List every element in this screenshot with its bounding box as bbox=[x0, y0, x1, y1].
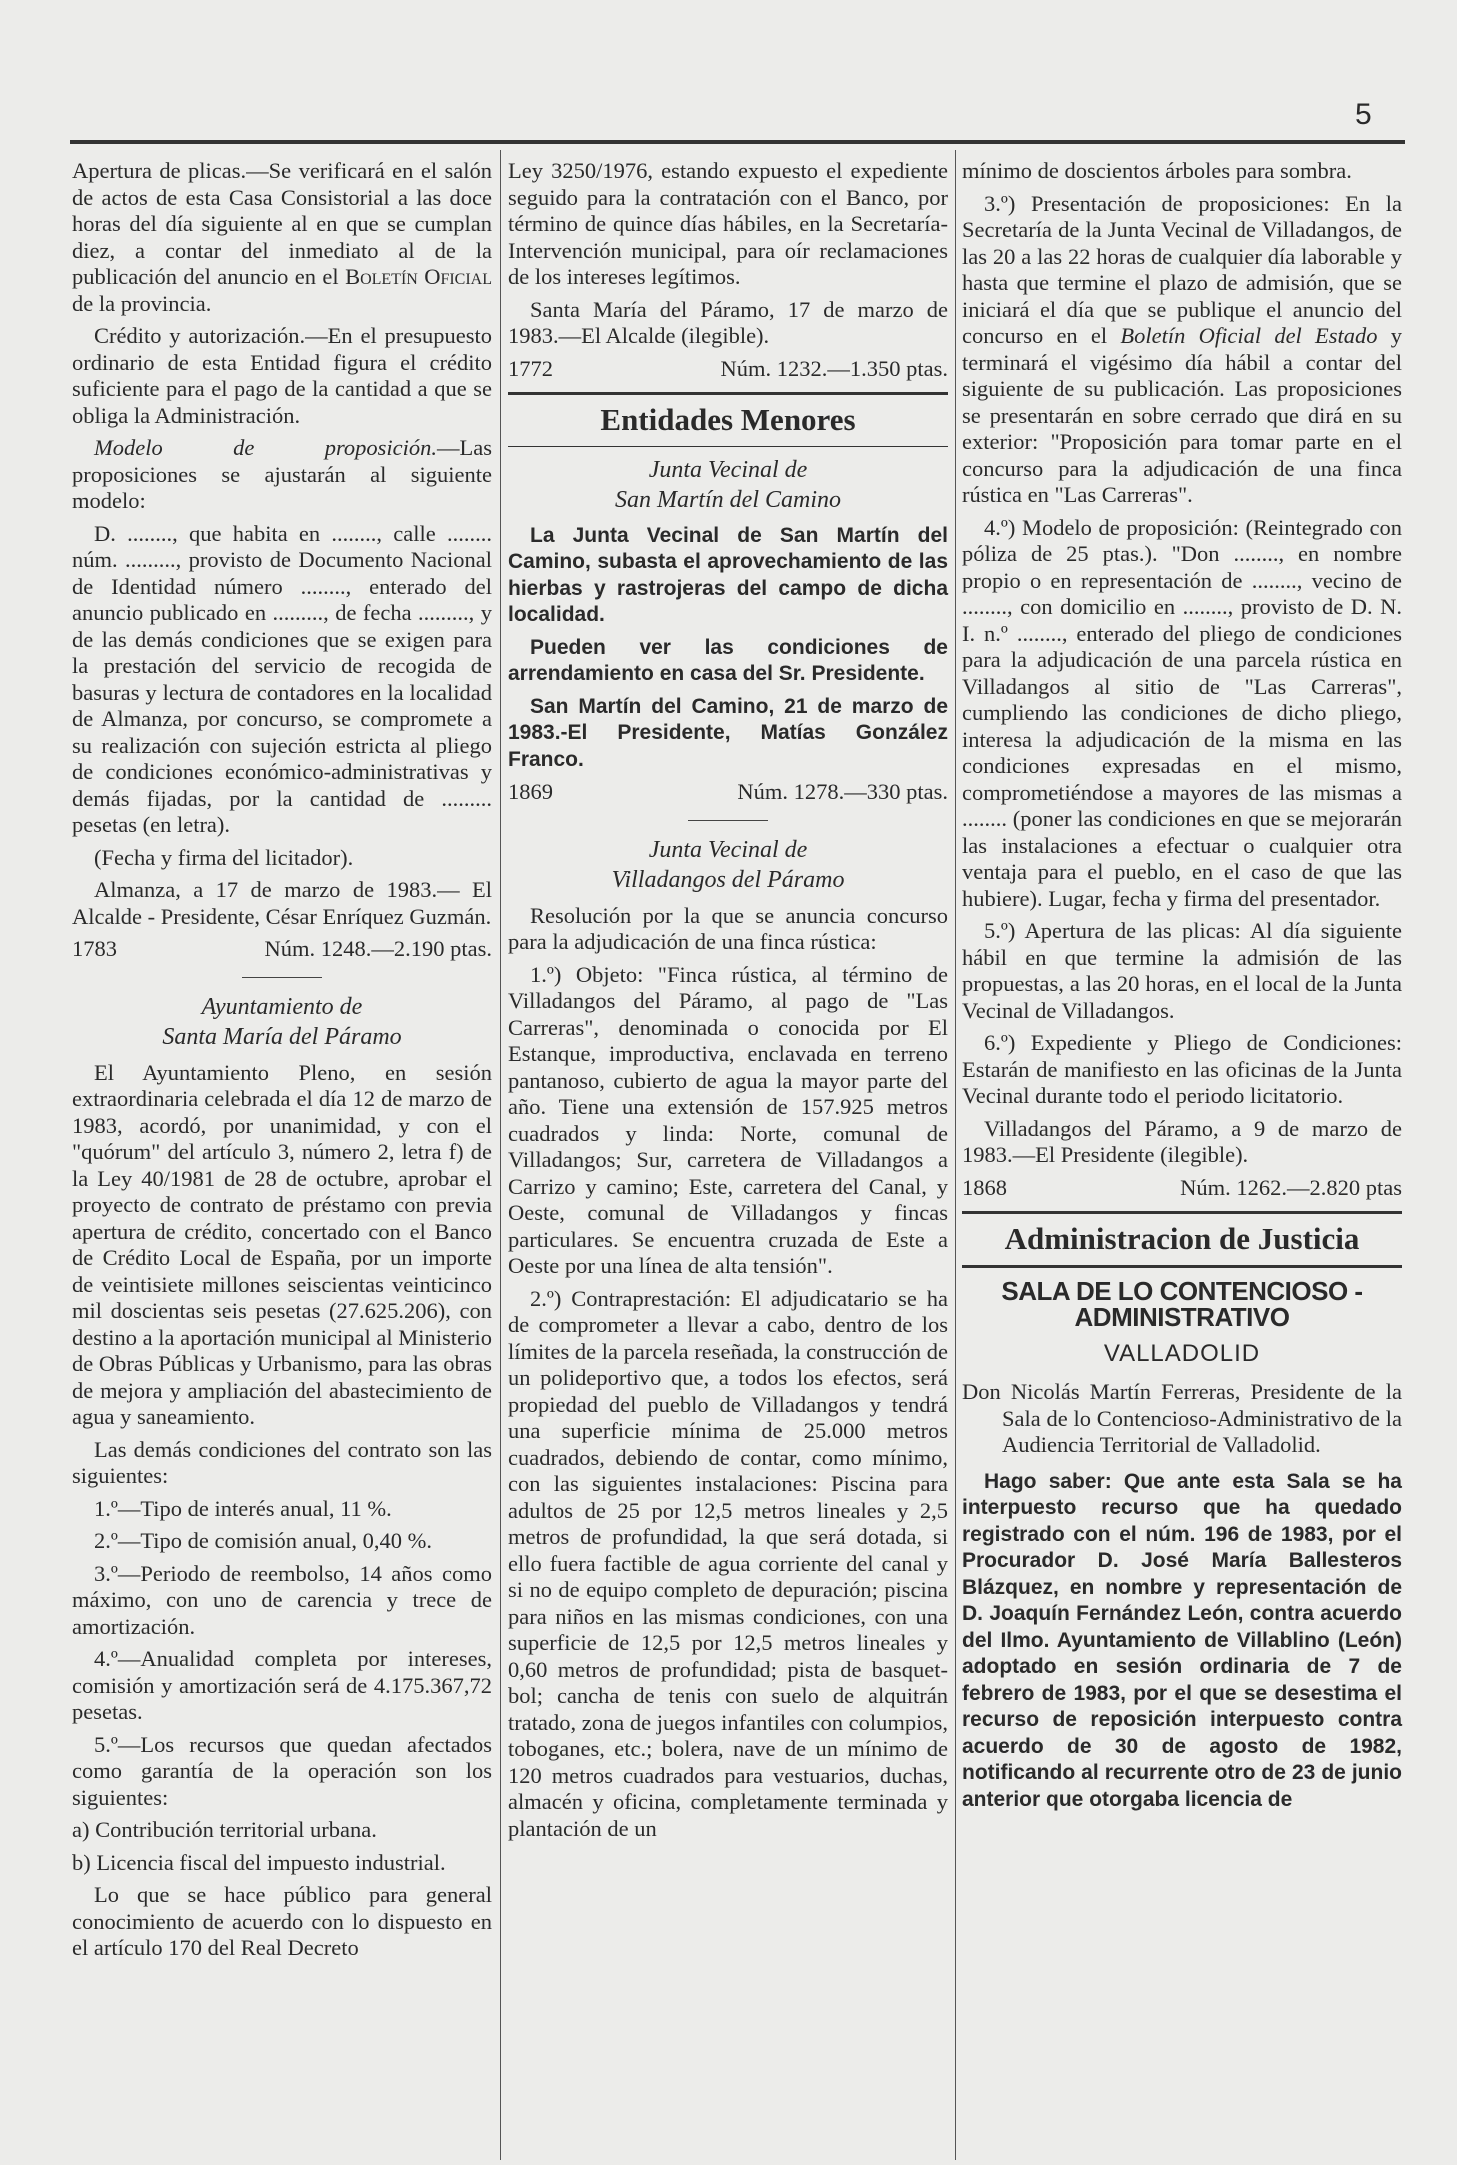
separator bbox=[242, 977, 322, 978]
paragraph: Modelo de proposición.—Las proposiciones se ajustarán al siguiente modelo: bbox=[72, 435, 492, 513]
list-item: 5.º—Los recursos que quedan afectados como garantía de la operación son los siguientes: bbox=[72, 1731, 492, 1810]
reference-line: 1868 Núm. 1262.—2.820 ptas bbox=[962, 1174, 1402, 1200]
column-divider-2 bbox=[955, 150, 956, 2160]
section-rule bbox=[508, 392, 948, 395]
section-rule bbox=[962, 1211, 1402, 1214]
paragraph: Don Nicolás Martín Ferreras, Presidente de la Sala de lo Contencioso-Administrativo de la Audiencia Territorial de Valladolid. bbox=[962, 1379, 1402, 1457]
section-title: Entidades Menores bbox=[600, 402, 856, 437]
paragraph: D. ........, que habita en ........, calle ........ núm. ........., provisto de Documento Nacional de Identidad número ........, enterado del anuncio publicado en ........., de fecha ........., y de las demás condiciones que se exigen para la prestación del servicio de recogida de basuras y lectura de contadores en la localidad de Almanza, por concurso, se compromete a su realización con sujeción estricta al pliego de condiciones económico-administrativas y demás fijadas, por la cantidad de ......... pesetas (en letra). bbox=[72, 520, 492, 837]
paragraph: La Junta Vecinal de San Martín del Camino, subasta el aprovechamiento de las hierbas y rastrojeras del campo de dicha localidad. bbox=[508, 523, 948, 626]
paragraph: Villadangos del Páramo, a 9 de marzo de 1983.—El Presidente (ilegible). bbox=[962, 1115, 1402, 1167]
paragraph: Resolución por la que se anuncia concurso para la adjudicación de una finca rústica: bbox=[508, 902, 948, 954]
paragraph: Santa María del Páramo, 17 de marzo de 1983.—El Alcalde (ilegible). bbox=[508, 296, 948, 348]
column-divider-1 bbox=[500, 150, 501, 2160]
paragraph: mínimo de doscientos árboles para sombra. bbox=[962, 158, 1352, 183]
section-title: Administracion de Justicia bbox=[1004, 1221, 1360, 1256]
header-rule bbox=[70, 140, 1405, 144]
paragraph: Las demás condiciones del contrato son las siguientes: bbox=[72, 1436, 492, 1488]
column-3 bbox=[962, 158, 1402, 1819]
paragraph: 1.º) Objeto: "Finca rústica, al término de Villadangos del Páramo, al pago de "Las Carreras", denominada o conocida por El Estanque, improductiva, enclavada en terreno pantanoso, cubierto de agua la mayor parte del año. Tiene una extensión de 157.925 metros cuadrados y linda: Norte, comunal de Villadangos; Sur, carretera de Villadangos a Carrizo y camino; Este, carretera del Canal, y Oeste, comunal de Villadangos y fincas particulares. Se encuentra cruzada de Este a Oeste por una línea de alta tensión". bbox=[508, 961, 948, 1278]
list-item: 2.º—Tipo de comisión anual, 0,40 %. bbox=[94, 1528, 433, 1553]
paragraph: 5.º) Apertura de las plicas: Al día siguiente hábil en que termine la admisión de las propuestas, a las 20 horas, en el local de la Junta Vecinal de Villadangos. bbox=[962, 918, 1402, 1023]
paragraph: 4.º) Modelo de proposición: (Reintegrado con póliza de 25 ptas.). "Don ........, en nombre propio o en representación de ........, vecino de ........, con domicilio en ........, provisto de D. N. I. n.º ........, enterado del pliego de condiciones para la adjudicación de una parcela rústica en Villadangos al sitio de "Las Carreras", cumpliendo las condiciones de dicho pliego, interesa la adjudicación de la misma en las condiciones expresadas en el mismo, comprometiéndose a mayores de las mismas a ........ (poner las condiciones en que se mejorarán las instalaciones a efectuar o cualquier otra ventaja para el pueblo, en el caso de que las hubiere). Lugar, fecha y firma del presentador. bbox=[962, 514, 1402, 911]
column-2 bbox=[508, 158, 948, 1848]
list-item: 1.º—Tipo de interés anual, 11 %. bbox=[94, 1495, 392, 1521]
paragraph: (Fecha y firma del licitador). bbox=[94, 844, 354, 870]
city-heading: VALLADOLID bbox=[1103, 1339, 1261, 1367]
separator bbox=[688, 820, 768, 821]
list-item: 4.º—Anualidad completa por intereses, comisión y amortización será de 4.175.367,72 pesetas. bbox=[72, 1646, 492, 1724]
heading-junta-san-martin: Junta Vecinal de San Martín del Camino bbox=[615, 456, 841, 513]
paragraph: Apertura de plicas.—Se verificará en el salón de actos de esta Casa Consistorial a las doce horas del día siguiente al en que se cumplan diez, a contar del inmediato al de la publicación del anuncio en el Boletín Oficial de la provincia. bbox=[72, 158, 493, 316]
paragraph: 3.º) Presentación de proposiciones: En la Secretaría de la Junta Vecinal de Villadangos, de las 20 a las 22 horas de cualquier día laborable y hasta que termine el plazo de admisión, que se iniciará el día que se publique el anuncio del concurso en el Boletín Oficial del Estado y terminará el vigésimo día hábil a contar del siguiente de su publicación. Las proposiciones se presentarán en sobre cerrado que dirá en su exterior: "Proposición para tomar parte en el concurso para la adjudicación de una finca rústica en "Las Carreras". bbox=[962, 190, 1403, 507]
paragraph: Almanza, a 17 de marzo de 1983.— El Alcalde - Presidente, César Enríquez Guzmán. bbox=[72, 877, 492, 929]
list-item: b) Licencia fiscal del impuesto industrial. bbox=[72, 1849, 446, 1875]
paragraph: Lo que se hace público para general conocimiento de acuerdo con lo dispuesto en el artículo 170 del Real Decreto bbox=[72, 1882, 492, 1960]
page-number: 5 bbox=[1355, 98, 1372, 131]
reference-line: 1869 Núm. 1278.—330 ptas. bbox=[508, 779, 948, 804]
section-rule bbox=[962, 1265, 1402, 1268]
paragraph: Crédito y autorización.—En el presupuesto ordinario de esta Entidad figura el crédito suficiente para el pago de la cantidad a que se obliga la Administración. bbox=[72, 323, 492, 428]
heading-ayuntamiento: Ayuntamiento de Santa María del Páramo bbox=[162, 993, 402, 1050]
reference-line: 1783 Núm. 1248.—2.190 ptas. bbox=[72, 936, 492, 961]
heading-junta-villadangos: Junta Vecinal de Villadangos del Páramo bbox=[611, 836, 845, 893]
column-1 bbox=[72, 158, 492, 1968]
reference-line: 1772 Núm. 1232.—1.350 ptas. bbox=[508, 355, 948, 381]
paragraph: El Ayuntamiento Pleno, en sesión extraordinaria celebrada el día 12 de marzo de 1983, acordó, por unanimidad, y con el "quórum" del artículo 3, número 2, letra f) de la Ley 40/1981 de 28 de octubre, aprobar el proyecto de contrato de préstamo con previa apertura de crédito, concertado con el Banco de Crédito Local de España, por un importe de veintisiete millones seiscientas veinticinco mil doscientas seis pesetas (27.625.206), con destino a la aportación municipal al Ministerio de Obras Públicas y Urbanismo, para las obras de mejora y ampliación del abastecimiento de agua y saneamiento. bbox=[72, 1059, 492, 1429]
paragraph: San Martín del Camino, 21 de marzo de 1983.-El Presidente, Matías González Franco. bbox=[508, 694, 948, 771]
paragraph: Ley 3250/1976, estando expuesto el expediente seguido para la contratación con el Banco, por término de quince días hábiles, en la Secretaría-Intervención municipal, para oír reclamaciones de los intereses legítimos. bbox=[508, 158, 948, 289]
paragraph: 2.º) Contraprestación: El adjudicatario se ha de comprometer a llevar a cabo, dentro de los límites de la parcela reseñada, la construcción de un polideportivo que, a todos los efectos, será propiedad del pueblo de Villadangos y tendrá una superficie mínima de 25.000 metros cuadrados, debiendo de contar, como mínimo, con las siguientes instalaciones: Piscina para adultos de 25 por 12,5 metros lineales y 2,5 metros de profundidad, la que será dotada, si ello fuera factible de agua corriente del canal y si no de equipo completo de depuración; piscina para niños en las mismas condiciones, con una superficie de 12,5 por 12,5 metros lineales y 0,60 metros de profundidad; pista de basquet-bol; cancha de tenis con suelo de alquitrán tratado, zona de juegos infantiles con columpios, toboganes, etc.; bolera, nave de un mínimo de 120 metros cuadrados para vestuarios, duchas, almacén y oficina, completamente terminada y plantación de un bbox=[508, 1285, 948, 1841]
list-item: a) Contribución territorial urbana. bbox=[72, 1817, 377, 1842]
subsection-title: SALA DE LO CONTENCIOSO - ADMINISTRATIVO bbox=[1001, 1275, 1363, 1332]
paragraph: 6.º) Expediente y Pliego de Condiciones: Estarán de manifiesto en las oficinas de la Junta Vecinal durante todo el periodo licitatorio. bbox=[962, 1030, 1402, 1108]
section-rule bbox=[508, 446, 948, 447]
paragraph: Hago saber: Que ante esta Sala se ha interpuesto recurso que ha quedado registrado con el núm. 196 de 1983, por el Procurador D. José María Ballesteros Blázquez, en nombre y representación de D. Joaquín Fernández León, contra acuerdo del Ilmo. Ayuntamiento de Villablino (León) adoptado en sesión ordinaria de 7 de febrero de 1983, por el que se desestima el recurso de reposición interpuesto contra acuerdo de 30 de agosto de 1982, notificando al recurrente otro de 23 de junio anterior que otorgaba licencia de bbox=[962, 1469, 1402, 1811]
paragraph: Pueden ver las condiciones de arrendamiento en casa del Sr. Presidente. bbox=[508, 635, 948, 685]
list-item: 3.º—Periodo de reembolso, 14 años como máximo, con uno de carencia y trece de amortización. bbox=[72, 1560, 492, 1639]
